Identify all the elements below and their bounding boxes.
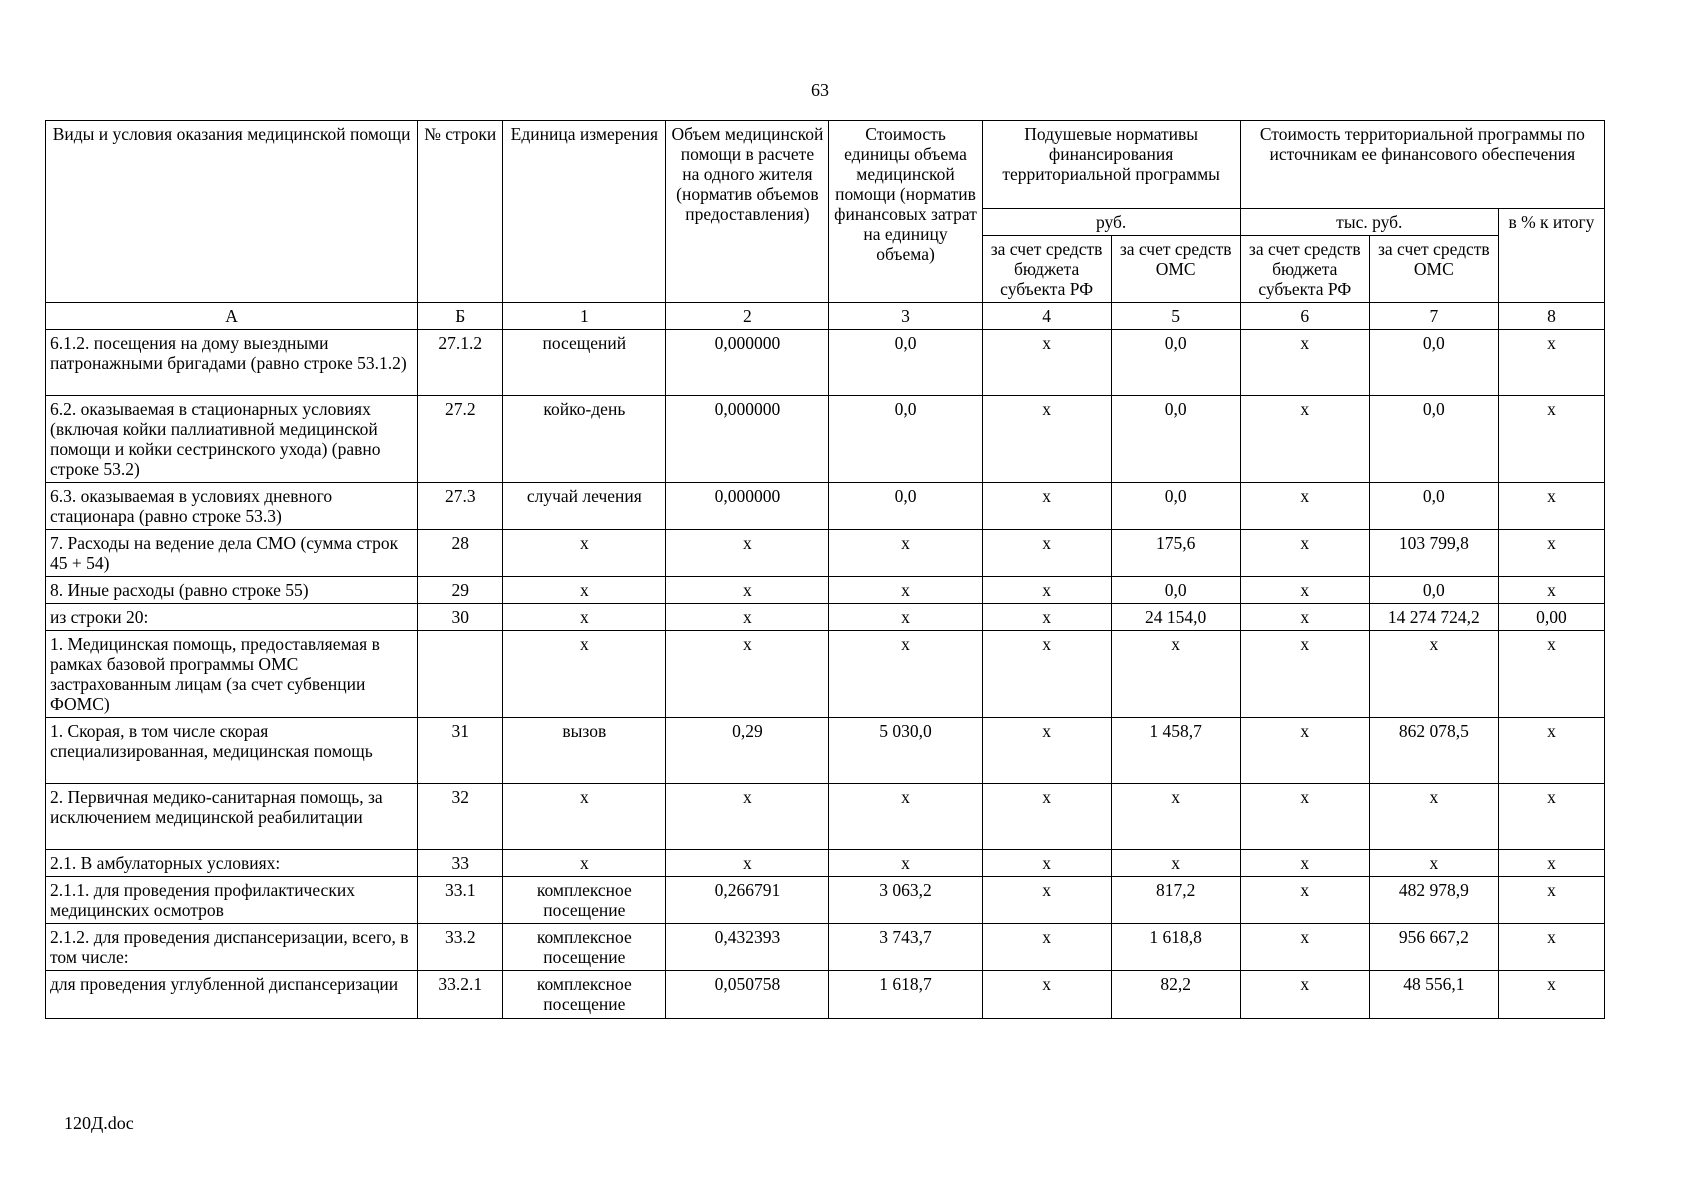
- header-col-6: за счет средств бюджета субъекта РФ: [1240, 236, 1369, 303]
- table-cell: х: [1240, 604, 1369, 631]
- table-cell: х: [503, 631, 666, 718]
- table-cell: х: [1240, 483, 1369, 530]
- table-cell: [418, 631, 503, 718]
- header-col-4: за счет средств бюджета субъекта РФ: [982, 236, 1111, 303]
- index-cell: А: [46, 303, 418, 330]
- header-col-1: Единица измерения: [503, 121, 666, 303]
- row-name-cell: 1. Скорая, в том числе скорая специализированная, медицинская помощь: [46, 718, 418, 784]
- table-cell: случай лечения: [503, 483, 666, 530]
- row-name-cell: для проведения углубленной диспансеризации: [46, 971, 418, 1019]
- column-index-row: [46, 303, 1605, 330]
- row-name-cell: 6.1.2. посещения на дому выездными патронажными бригадами (равно строке 53.1.2): [46, 330, 418, 396]
- table-cell: х: [982, 924, 1111, 971]
- row-name-cell: 2.1.2. для проведения диспансеризации, всего, в том числе:: [46, 924, 418, 971]
- index-cell: 1: [503, 303, 666, 330]
- table-cell: х: [503, 850, 666, 877]
- table-cell: 3 743,7: [829, 924, 982, 971]
- row-name-cell: 1. Медицинская помощь, предоставляемая в рамках базовой программы ОМС застрахованным лицам (за счет субвенции ФОМС): [46, 631, 418, 718]
- table-cell: х: [1498, 330, 1604, 396]
- table-cell: комплексное посещение: [503, 924, 666, 971]
- header-col-7: за счет средств ОМС: [1369, 236, 1498, 303]
- table-cell: х: [1369, 850, 1498, 877]
- table-cell: 1 458,7: [1111, 718, 1240, 784]
- table-cell: х: [503, 577, 666, 604]
- table-cell: х: [503, 784, 666, 850]
- header-col-5: за счет средств ОМС: [1111, 236, 1240, 303]
- table-cell: 3 063,2: [829, 877, 982, 924]
- table-cell: х: [1498, 530, 1604, 577]
- table-cell: 0,000000: [666, 396, 829, 483]
- table-cell: х: [829, 530, 982, 577]
- table-cell: 817,2: [1111, 877, 1240, 924]
- table-cell: х: [829, 850, 982, 877]
- row-name-cell: 8. Иные расходы (равно строке 55): [46, 577, 418, 604]
- header-unit-rub: руб.: [982, 209, 1240, 236]
- table-cell: х: [982, 396, 1111, 483]
- table-cell: 82,2: [1111, 971, 1240, 1019]
- table-cell: 33.2.1: [418, 971, 503, 1019]
- table-cell: 31: [418, 718, 503, 784]
- table-cell: 0,0: [1111, 396, 1240, 483]
- table-cell: 0,00: [1498, 604, 1604, 631]
- table-row: [46, 604, 1605, 631]
- table-cell: х: [982, 850, 1111, 877]
- table-cell: х: [1498, 396, 1604, 483]
- table-cell: х: [982, 530, 1111, 577]
- table-row: [46, 330, 1605, 396]
- table-cell: 0,0: [1369, 577, 1498, 604]
- row-name-cell: 6.2. оказываемая в стационарных условиях (включая койки паллиативной медицинской помощи и койки сестринского ухода) (равно строке 53.2): [46, 396, 418, 483]
- table-cell: х: [1498, 718, 1604, 784]
- header-pct-total: в % к итогу: [1498, 209, 1604, 303]
- table-cell: х: [1240, 577, 1369, 604]
- table-cell: х: [503, 530, 666, 577]
- table-cell: 0,0: [829, 483, 982, 530]
- table-cell: х: [503, 604, 666, 631]
- table-cell: койко-день: [503, 396, 666, 483]
- table-cell: х: [982, 784, 1111, 850]
- table-cell: х: [829, 577, 982, 604]
- row-name-cell: 2.1. В амбулаторных условиях:: [46, 850, 418, 877]
- table-cell: х: [1240, 850, 1369, 877]
- table-row: [46, 877, 1605, 924]
- table-cell: 0,0: [1369, 330, 1498, 396]
- table-cell: х: [1240, 330, 1369, 396]
- table-cell: х: [1498, 483, 1604, 530]
- table-row: [46, 784, 1605, 850]
- index-cell: 4: [982, 303, 1111, 330]
- table-cell: 0,266791: [666, 877, 829, 924]
- table-cell: 0,000000: [666, 483, 829, 530]
- table-cell: х: [1240, 396, 1369, 483]
- header-unit-thousand-rub: тыс. руб.: [1240, 209, 1498, 236]
- table-cell: х: [1111, 784, 1240, 850]
- table-cell: х: [666, 784, 829, 850]
- row-name-cell: 7. Расходы на ведение дела СМО (сумма строк 45 + 54): [46, 530, 418, 577]
- table-cell: х: [1498, 784, 1604, 850]
- page-number: 63: [811, 80, 829, 100]
- table-row: [46, 577, 1605, 604]
- table-cell: х: [982, 631, 1111, 718]
- table-cell: х: [666, 577, 829, 604]
- table-cell: х: [1498, 850, 1604, 877]
- table-cell: 0,432393: [666, 924, 829, 971]
- table-cell: 956 667,2: [1369, 924, 1498, 971]
- table-cell: 0,0: [1111, 330, 1240, 396]
- table-row: [46, 850, 1605, 877]
- table-cell: х: [1111, 850, 1240, 877]
- table-cell: 0,0: [1111, 483, 1240, 530]
- table-cell: вызов: [503, 718, 666, 784]
- table-cell: х: [982, 604, 1111, 631]
- header-col-a: Виды и условия оказания медицинской помощи: [46, 121, 418, 303]
- index-cell: 7: [1369, 303, 1498, 330]
- financing-table: [45, 120, 1605, 1019]
- table-cell: 1 618,7: [829, 971, 982, 1019]
- table-cell: 5 030,0: [829, 718, 982, 784]
- table-cell: 28: [418, 530, 503, 577]
- index-cell: 5: [1111, 303, 1240, 330]
- header-col-2: Объем медицинской помощи в расчете на одного жителя (норматив объемов предоставления): [666, 121, 829, 303]
- table-cell: комплексное посещение: [503, 971, 666, 1019]
- table-cell: комплексное посещение: [503, 877, 666, 924]
- table-cell: х: [982, 718, 1111, 784]
- row-name-cell: из строки 20:: [46, 604, 418, 631]
- table-row: [46, 483, 1605, 530]
- table-cell: 0,29: [666, 718, 829, 784]
- table-cell: х: [1498, 924, 1604, 971]
- table-cell: 0,0: [1369, 396, 1498, 483]
- table-cell: х: [666, 530, 829, 577]
- table-cell: х: [1498, 971, 1604, 1019]
- header-group-per-capita: Подушевые нормативы финансирования территориальной программы: [982, 121, 1240, 209]
- table-cell: 14 274 724,2: [1369, 604, 1498, 631]
- table-cell: х: [982, 877, 1111, 924]
- table-cell: 103 799,8: [1369, 530, 1498, 577]
- table-cell: х: [829, 784, 982, 850]
- table-cell: 175,6: [1111, 530, 1240, 577]
- index-cell: 8: [1498, 303, 1604, 330]
- index-cell: 2: [666, 303, 829, 330]
- table-cell: х: [829, 604, 982, 631]
- table-cell: х: [1240, 631, 1369, 718]
- header-col-3: Стоимость единицы объема медицинской помощи (норматив финансовых затрат на единицу объема): [829, 121, 982, 303]
- table-cell: 0,0: [1111, 577, 1240, 604]
- table-cell: х: [1369, 784, 1498, 850]
- header-group-cost: Стоимость территориальной программы по источникам ее финансового обеспечения: [1240, 121, 1604, 209]
- table-cell: 0,0: [829, 330, 982, 396]
- table-cell: х: [1498, 631, 1604, 718]
- table-cell: 24 154,0: [1111, 604, 1240, 631]
- footer-filename: 120Д.doc: [64, 1113, 134, 1133]
- table-cell: 1 618,8: [1111, 924, 1240, 971]
- index-cell: Б: [418, 303, 503, 330]
- table-cell: х: [1240, 877, 1369, 924]
- table-cell: 0,0: [1369, 483, 1498, 530]
- table-cell: 27.3: [418, 483, 503, 530]
- table-cell: х: [1240, 924, 1369, 971]
- table-cell: х: [1240, 530, 1369, 577]
- table-cell: 27.2: [418, 396, 503, 483]
- table-cell: х: [666, 604, 829, 631]
- table-cell: х: [1240, 718, 1369, 784]
- table-cell: х: [1111, 631, 1240, 718]
- table-cell: посещений: [503, 330, 666, 396]
- table-cell: 33.1: [418, 877, 503, 924]
- table-row: [46, 631, 1605, 718]
- table-cell: х: [829, 631, 982, 718]
- table-cell: х: [1498, 877, 1604, 924]
- row-name-cell: 6.3. оказываемая в условиях дневного стационара (равно строке 53.3): [46, 483, 418, 530]
- table-row: [46, 718, 1605, 784]
- table-cell: 482 978,9: [1369, 877, 1498, 924]
- index-cell: 6: [1240, 303, 1369, 330]
- table-cell: 33.2: [418, 924, 503, 971]
- table-cell: х: [666, 631, 829, 718]
- table-row: [46, 924, 1605, 971]
- table-cell: 32: [418, 784, 503, 850]
- table-cell: 862 078,5: [1369, 718, 1498, 784]
- index-cell: 3: [829, 303, 982, 330]
- table-cell: 0,050758: [666, 971, 829, 1019]
- table-row: [46, 396, 1605, 483]
- table-cell: 0,0: [829, 396, 982, 483]
- table-row: [46, 530, 1605, 577]
- table-body: [46, 303, 1605, 1019]
- table-cell: х: [982, 330, 1111, 396]
- header-col-b: № строки: [418, 121, 503, 303]
- table-cell: 33: [418, 850, 503, 877]
- table-cell: х: [1369, 631, 1498, 718]
- table-cell: х: [1240, 784, 1369, 850]
- table-cell: х: [666, 850, 829, 877]
- row-name-cell: 2.1.1. для проведения профилактических медицинских осмотров: [46, 877, 418, 924]
- table-cell: х: [1240, 971, 1369, 1019]
- table-cell: 0,000000: [666, 330, 829, 396]
- table-cell: х: [1498, 577, 1604, 604]
- table-row: [46, 971, 1605, 1019]
- table-cell: 27.1.2: [418, 330, 503, 396]
- table-cell: х: [982, 577, 1111, 604]
- table-cell: х: [982, 483, 1111, 530]
- table-cell: х: [982, 971, 1111, 1019]
- row-name-cell: 2. Первичная медико-санитарная помощь, за исключением медицинской реабилитации: [46, 784, 418, 850]
- table-cell: 48 556,1: [1369, 971, 1498, 1019]
- table-cell: 29: [418, 577, 503, 604]
- table-cell: 30: [418, 604, 503, 631]
